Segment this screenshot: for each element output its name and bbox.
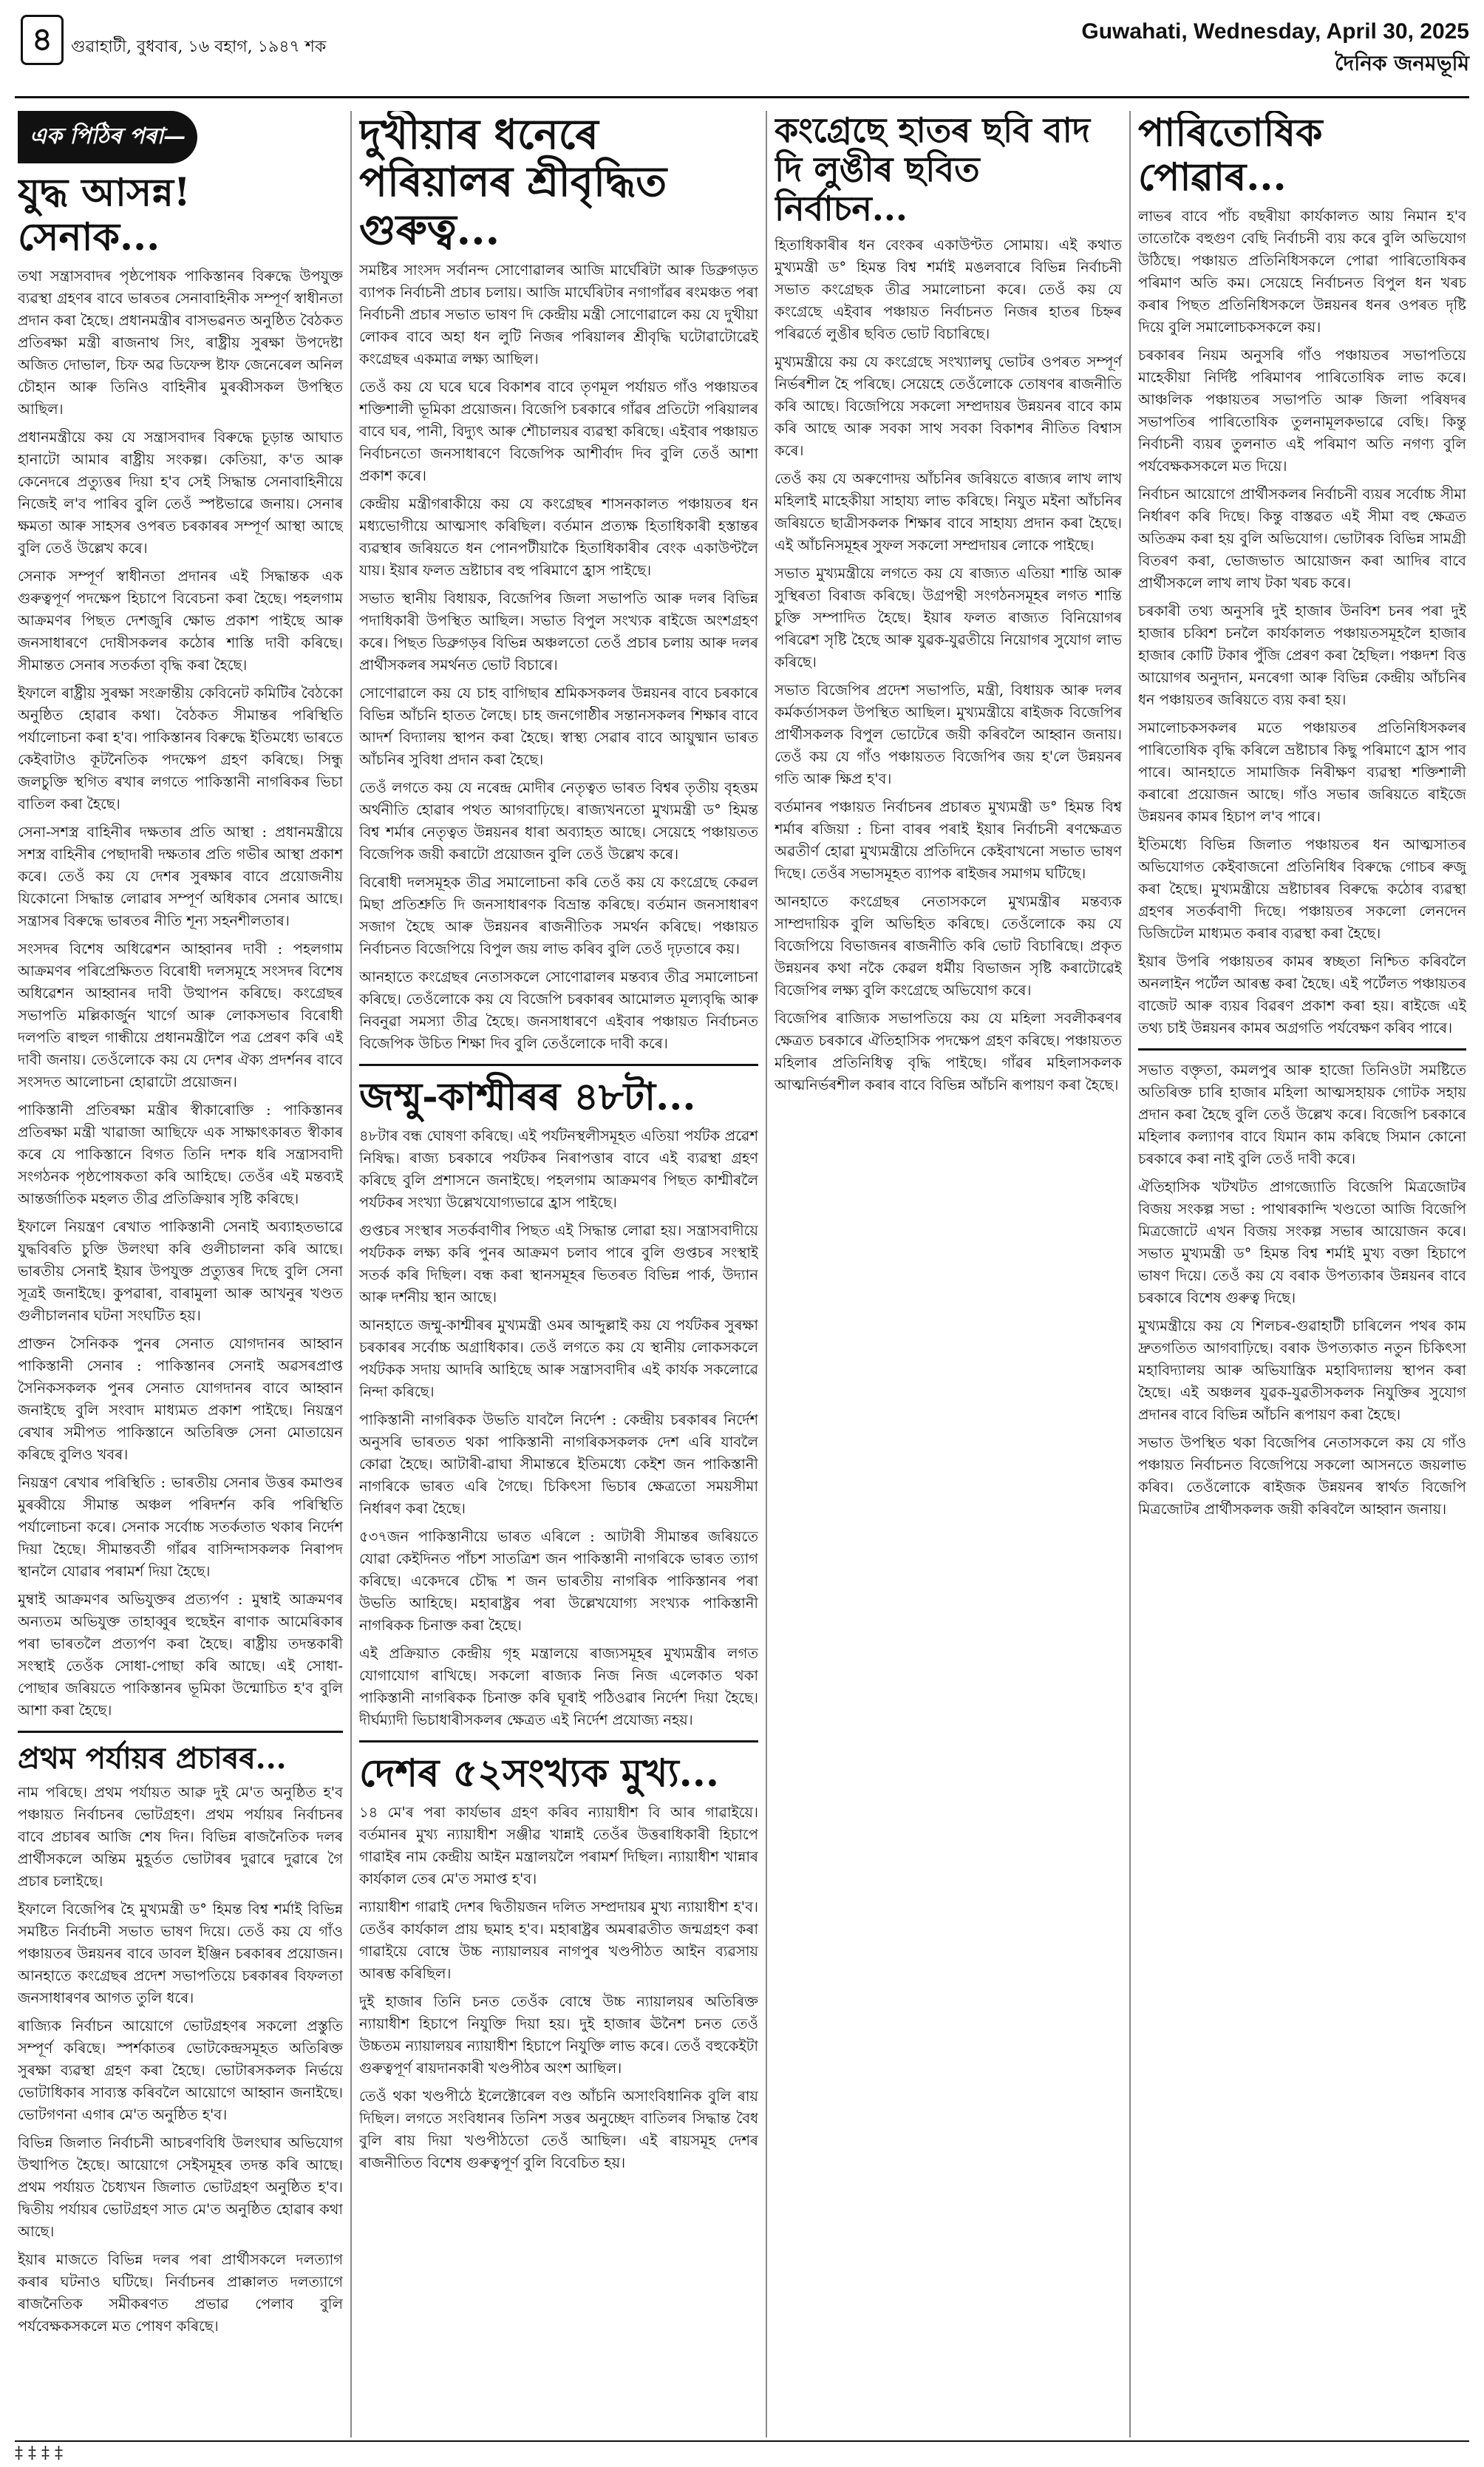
paragraph: আনহাতে কংগ্ৰেছৰ নেতাসকলে সোণোৱালৰ মন্তব্যৰ তীব্ৰ সমালোচনা কৰিছে। তেওঁলোকে কয় যে বিজেপি চৰকাৰৰ আমোলত মূল্যবৃদ্ধি আৰু নিবনুৱা সমস্যা তীব্ৰ হৈছে। জনসাধাৰণে এইবাৰ পঞ্চায়ত নিৰ্বাচনত বিজেপিক উচিত শিক্ষা দিব বুলি তেওঁলোকে দাবী কৰে। bbox=[359, 968, 758, 1053]
paragraph: মুখ্যমন্ত্ৰীয়ে কয় যে শিলচৰ-গুৱাহাটী চাৰিলেন পথৰ কাম দ্ৰুতগতিত আগবাঢ়িছে। বৰাক উপত্যকাত নতুন চিকিৎসা মহাবিদ্যালয় আৰু অভিযান্ত্ৰিক মহাবিদ্যালয় স্থাপন কৰা হৈছে। এই অঞ্চলৰ যুৱক-যুৱতীসকলক নিযুক্তিৰ সুযোগ প্ৰদানৰ বাবে বিভিন্ন আঁচনি ৰূপায়ণ কৰা হৈছে। bbox=[1138, 1317, 1466, 1423]
article-remuneration-body bbox=[1138, 206, 1466, 1039]
headline-congress-lungi: কংগ্ৰেছে হাতৰ ছবি বাদ দি লুঙীৰ ছবিত নিৰ্বাচন... bbox=[775, 111, 1090, 228]
paragraph: চৰকাৰৰ নিয়ম অনুসৰি গাঁও পঞ্চায়তৰ সভাপতিয়ে মাহেকীয়া নিৰ্দিষ্ট পৰিমাণৰ পাৰিতোষিক লাভ কৰে। আঞ্চলিক পঞ্চায়তৰ সভাপতি আৰু জিলা পৰিষদৰ সভাপতিৰ পাৰিতোষিক তুলনামূলকভাৱে বেছি। কিন্তু নিৰ্বাচনী ব্যয়ৰ তুলনাত এই পৰিমাণ অতি নগণ্য বুলি পৰ্যবেক্ষকসকলে মত দিয়ে। bbox=[1138, 346, 1466, 475]
paragraph: ৰাজ্যিক নিৰ্বাচন আয়োগে ভোটগ্ৰহণৰ সকলো প্ৰস্তুতি সম্পূৰ্ণ কৰিছে। স্পৰ্শকাতৰ ভোটকেন্দ্ৰসমূহত অতিৰিক্ত সুৰক্ষা ব্যৱস্থা গ্ৰহণ কৰা হৈছে। ভোটাৰসকলক নিৰ্ভয়ে ভোটাধিকাৰ সাব্যস্ত কৰিবলৈ আয়োগে আহ্বান জনাইছে। ভোটগণনা এগাৰ মে'ত অনুষ্ঠিত হ'ব। bbox=[18, 2017, 343, 2123]
paragraph: সভাত উপস্থিত থকা বিজেপিৰ নেতাসকলে কয় যে গাঁও পঞ্চায়ত নিৰ্বাচনত বিজেপিয়ে সকলো আসনতে জয়লাভ কৰিব। তেওঁলোকে ৰাইজক উন্নয়নৰ স্বাৰ্থত বিজেপি মিত্ৰজোটৰ প্ৰাৰ্থীসকলক জয়ী কৰিবলৈ আহ্বান জনায়। bbox=[1138, 1433, 1466, 1518]
header-right bbox=[1081, 19, 1469, 82]
paragraph: নিৰ্বাচন আয়োগে প্ৰাৰ্থীসকলৰ নিৰ্বাচনী ব্যয়ৰ সৰ্বোচ্চ সীমা নিৰ্ধাৰণ কৰি দিছে। কিন্তু বাস্তৱত এই সীমা বহু ক্ষেত্ৰত অতিক্ৰম কৰা হয় বুলি অভিযোগ। ভোটাৰক বিভিন্ন সামগ্ৰী বিতৰণ কৰা, ভোজভাত আয়োজন কৰা আদিৰ বাবে প্ৰাৰ্থীসকলে লাখ লাখ টকা খৰচ কৰে। bbox=[1138, 485, 1466, 591]
paragraph: তথা সন্ত্ৰাসবাদৰ পৃষ্ঠপোষক পাকিস্তানৰ বিৰুদ্ধে উপযুক্ত ব্যৱস্থা গ্ৰহণৰ বাবে ভাৰতৰ সেনাবাহিনীক সম্পূৰ্ণ স্বাধীনতা প্ৰদান কৰা হৈছে। প্ৰধানমন্ত্ৰীৰ বাসভৱনত অনুষ্ঠিত বৈঠকত প্ৰতিৰক্ষা মন্ত্ৰী ৰাজনাথ সিং, ৰাষ্ট্ৰীয় সুৰক্ষা উপদেষ্টা অজিত দোভাল, চিফ অৱ ডিফেন্স ষ্টাফ জেনেৰেল অনিল চৌহান আৰু তিনিও বাহিনীৰ মুৰব্বীসকল উপস্থিত আছিল। bbox=[18, 267, 343, 418]
assamese-dateline: গুৱাহাটী, বুধবাৰ, ১৬ বহাগ, ১৯৪৭ শক bbox=[71, 38, 327, 56]
paragraph: বিৰোধী দলসমূহক তীব্ৰ সমালোচনা কৰি তেওঁ কয় যে কংগ্ৰেছে কেৱল মিছা প্ৰতিশ্ৰুতি দি জনসাধাৰণক বিভ্ৰান্ত কৰিছে। বৰ্তমান জনসাধাৰণ সজাগ হৈছে আৰু উন্নয়নৰ ৰাজনীতিক সমৰ্থন কৰিছে। পঞ্চায়ত নিৰ্বাচনত বিজেপিয়ে বিপুল জয় লাভ কৰিব বুলি তেওঁ দৃঢ়তাৰে কয়। bbox=[359, 874, 758, 958]
paragraph: মুম্বাই আক্ৰমণৰ অভিযুক্তৰ প্ৰত্যৰ্পণ : মুম্বাই আক্ৰমণৰ অন্যতম অভিযুক্ত তাহাব্বুৰ হুছেইন ৰাণাক আমেৰিকাৰ পৰা ভাৰতলৈ প্ৰত্যৰ্পণ কৰা হৈছে। ৰাষ্ট্ৰীয় তদন্তকাৰী সংস্থাই তেওঁক সোধা-পোছা কৰি আছে। এই সোধা-পোছাৰ জৰিয়তে পাকিস্তানৰ ভূমিকা উন্মোচিত হ'ব বুলি আশা কৰা হৈছে। bbox=[18, 1590, 343, 1719]
headline-poor-money: দুখীয়াৰ ধনেৰে পৰিয়ালৰ শ্ৰীবৃদ্ধিত গুৰুত্ব... bbox=[359, 111, 667, 254]
paragraph: আনহাতে জম্মু-কাশ্মীৰৰ মুখ্যমন্ত্ৰী ওমৰ আব্দুল্লাই কয় যে পৰ্যটকৰ সুৰক্ষা চৰকাৰৰ সৰ্বোচ্চ অগ্ৰাধিকাৰ। তেওঁ লগতে কয় যে স্থানীয় লোকসকলে পৰ্যটকক সদায় আদৰি আহিছে আৰু সন্ত্ৰাসবাদীৰ এই কাৰ্যক সকলোৱে নিন্দা কৰিছে। bbox=[359, 1316, 758, 1400]
paragraph: চৰকাৰী তথ্য অনুসৰি দুই হাজাৰ উনবিশ চনৰ পৰা দুই হাজাৰ চব্বিশ চনলৈ কাৰ্যকালত পঞ্চায়তসমূহলৈ হাজাৰ হাজাৰ কোটি টকাৰ পুঁজি প্ৰেৰণ কৰা হৈছিল। পঞ্চদশ বিত্ত আয়োগৰ অনুদান, মনৰেগা আৰু বিভিন্ন কেন্দ্ৰীয় আঁচনিৰ ধন পঞ্চায়তৰ জৰিয়তে ব্যয় কৰা হয়। bbox=[1138, 602, 1466, 708]
column-2 bbox=[359, 111, 758, 2437]
paragraph: সোণোৱালে কয় যে চাহ বাগিছাৰ শ্ৰমিকসকলৰ উন্নয়নৰ বাবে চৰকাৰে বিভিন্ন আঁচনি হাতত লৈছে। চাহ জনগোষ্ঠীৰ সন্তানসকলৰ শিক্ষাৰ বাবে আদৰ্শ বিদ্যালয় স্থাপন কৰা হৈছে। স্বাস্থ্য সেৱাৰ বাবে আয়ুষ্মান ভাৰত আঁচনিৰ সুবিধা প্ৰদান কৰা হৈছে। bbox=[359, 685, 758, 769]
footer-rule bbox=[15, 2440, 1469, 2442]
paragraph: লাভৰ বাবে পাঁচ বছৰীয়া কাৰ্যকালত আয় নিমান হ'ব তাতোকৈ বহুগুণ বেছি নিৰ্বাচনী ব্যয় কৰে বুলি অভিযোগ উঠিছে। পঞ্চায়ত প্ৰতিনিধিসকলে পোৱা পাৰিতোষিকৰ পৰিমাণ অতি কম। সেয়েহে নিৰ্বাচনত বিপুল ধন খৰচ কৰাৰ পিছত প্ৰতিনিধিসকলে উন্নয়নৰ ধনৰ ওপৰত দৃষ্টি দিয়ে বুলি সমালোচকসকলে কয়। bbox=[1138, 207, 1466, 336]
paragraph: ইফালে ৰাষ্ট্ৰীয় সুৰক্ষা সংক্ৰান্তীয় কেবিনেট কমিটিৰ বৈঠকো অনুষ্ঠিত হোৱাৰ কথা। বৈঠকত সীমান্তৰ পৰিস্থিতি পৰ্যালোচনা কৰা হ'ব। পাকিস্তানৰ বিৰুদ্ধে ইতিমধ্যে ভাৰতে কেইবাটাও কূটনৈতিক পদক্ষেপ গ্ৰহণ কৰিছে। সিন্ধু জলচুক্তি স্থগিত ৰখাৰ লগতে পাকিস্তানী নাগৰিকৰ ভিচা বাতিল কৰা হৈছে। bbox=[18, 684, 343, 812]
article-chief-justice-body bbox=[359, 1802, 758, 2174]
paragraph: সমষ্টিৰ সাংসদ সৰ্বানন্দ সোণোৱালৰ আজি মাৰ্ঘেৰিটা আৰু ডিব্ৰুগড়ত ব্যাপক নিৰ্বাচনী প্ৰচাৰ চলায়। আজি মাৰ্ঘেৰিটাৰ নগাগাঁৱৰ ৰংমঞ্চত পৰা নিৰ্বাচনী প্ৰচাৰ সভাত ভাষণ দি কেন্দ্ৰীয় মন্ত্ৰী সোণোৱালে কয় যে দুখীয়া লোকৰ বাবে অহা ধন লুটি নিজৰ পৰিয়ালৰ শ্ৰীবৃদ্ধি ঘটোৱাটোৱেই কংগ্ৰেছৰ একমাত্ৰ লক্ষ্য আছিল। bbox=[359, 262, 758, 368]
paragraph: তেওঁ কয় যে অৰুণোদয় আঁচনিৰ জৰিয়তে ৰাজ্যৰ লাখ লাখ মহিলাই মাহেকীয়া সাহায্য লাভ কৰিছে। নিযুত মইনা আঁচনিৰ জৰিয়তে ছাত্ৰীসকলক শিক্ষাৰ বাবে সাহায্য প্ৰদান কৰা হৈছে। এই আঁচনিসমূহৰ সুফল সকলো সম্প্ৰদায়ৰ লোকে পাইছে। bbox=[775, 469, 1122, 554]
headline-campaign: প্ৰথম পৰ্যায়ৰ প্ৰচাৰৰ... bbox=[18, 1740, 287, 1776]
paragraph: ইফালে নিয়ন্ত্ৰণ ৰেখাত পাকিস্তানী সেনাই অব্যাহতভাৱে যুদ্ধবিৰতি চুক্তি উলংঘা কৰি গুলীচালনা কৰি আছে। ভাৰতীয় সেনাই ইয়াৰ উপযুক্ত প্ৰত্যুত্তৰ দিছে বুলি সেনা সূত্ৰই জনাইছে। কুপৱাৰা, বাৰামুলা আৰু আখনুৰ খণ্ডত গুলীচালনাৰ ঘটনা সংঘটিত হয়। bbox=[18, 1218, 343, 1324]
article-congress-continued bbox=[1138, 1059, 1466, 1521]
headline-remuneration: পাৰিতোষিক পোৱাৰ... bbox=[1138, 111, 1323, 200]
paragraph: সংসদৰ বিশেষ অধিৱেশন আহ্বানৰ দাবী : পহলগাম আক্ৰমণৰ পৰিপ্ৰেক্ষিতত বিৰোধী দলসমূহে সংসদৰ বিশেষ অধিৱেশন আহ্বানৰ দাবী উত্থাপন কৰিছে। কংগ্ৰেছৰ সভাপতি মল্লিকাৰ্জুন খাৰ্গে আৰু লোকসভাৰ বিৰোধী দলপতি ৰাহুল গান্ধীয়ে প্ৰধানমন্ত্ৰীলৈ পত্ৰ প্ৰেৰণ কৰি এই দাবী জনায়। তেওঁলোকে কয় যে দেশৰ ঐক্য প্ৰদৰ্শনৰ বাবে সংসদত আলোচনা হোৱাটো প্ৰয়োজন। bbox=[18, 940, 343, 1090]
paragraph: বিজেপিৰ ৰাজ্যিক সভাপতিয়ে কয় যে মহিলা সবলীকৰণৰ ক্ষেত্ৰত চৰকাৰে ঐতিহাসিক পদক্ষেপ গ্ৰহণ কৰিছে। পঞ্চায়তত মহিলাৰ প্ৰতিনিধিত্ব বৃদ্ধি পাইছে। গাঁৱৰ মহিলাসকলক আত্মনিৰ্ভৰশীল কৰাৰ বাবে বিভিন্ন আঁচনি ৰূপায়ণ কৰা হৈছে। bbox=[775, 1009, 1122, 1093]
divider bbox=[1138, 1048, 1466, 1051]
paragraph: ইয়াৰ উপৰি পঞ্চায়তৰ কামৰ স্বচ্ছতা নিশ্চিত কৰিবলৈ অনলাইন পৰ্টেল আৰম্ভ কৰা হৈছে। এই পৰ্টেলত পঞ্চায়তৰ বাজেট আৰু ব্যয়ৰ বিৱৰণ প্ৰকাশ কৰা হয়। ৰাইজে এই তথ্য চাই উন্নয়নৰ কামৰ অগ্ৰগতি পৰ্যবেক্ষণ কৰিব পাৰে। bbox=[1138, 952, 1466, 1036]
paragraph: ১৪ মে'ৰ পৰা কাৰ্যভাৰ গ্ৰহণ কৰিব ন্যায়াধীশ বি আৰ গাৱাইয়ে। বৰ্তমানৰ মুখ্য ন্যায়াধীশ সঞ্জীৱ খান্নাই তেওঁৰ উত্তৰাধিকাৰী হিচাপে গাৱাইৰ নাম কেন্দ্ৰীয় আইন মন্ত্ৰালয়লৈ পৰামৰ্শ দিছিল। ন্যায়াধীশ খান্নাৰ কাৰ্যকাল তেৰ মে'ত সমাপ্ত হ'ব। bbox=[359, 1803, 758, 1887]
paragraph: বিভিন্ন জিলাত নিৰ্বাচনী আচৰণবিধি উলংঘাৰ অভিযোগ উত্থাপিত হৈছে। আয়োগে সেইসমূহৰ তদন্ত কৰি আছে। প্ৰথম পৰ্যায়ত চৈধ্যখন জিলাত ভোটগ্ৰহণ অনুষ্ঠিত হ'ব। দ্বিতীয় পৰ্যায়ৰ ভোটগ্ৰহণ সাত মে'ত অনুষ্ঠিত হোৱাৰ কথা আছে। bbox=[18, 2134, 343, 2240]
article-congress-body bbox=[775, 234, 1122, 1096]
article-campaign-body bbox=[18, 1782, 343, 2338]
paragraph: সভাত বিজেপিৰ প্ৰদেশ সভাপতি, মন্ত্ৰী, বিধায়ক আৰু দলৰ কৰ্মকৰ্তাসকল উপস্থিত আছিল। মুখ্যমন্ত্ৰীয়ে ৰাইজক বিজেপিৰ প্ৰাৰ্থীসকলক বিপুল ভোটেৰে জয়ী কৰিবলৈ আহ্বান জনায়। তেওঁ কয় যে গাঁও পঞ্চায়তত বিজেপিৰ জয় হ'লে উন্নয়নৰ গতি আৰু ক্ষিপ্ৰ হ'ব। bbox=[775, 681, 1122, 787]
paragraph: সমালোচকসকলৰ মতে পঞ্চায়তৰ প্ৰতিনিধিসকলৰ পাৰিতোষিক বৃদ্ধি কৰিলে ভ্ৰষ্টাচাৰ কিছু পৰিমাণে হ্ৰাস পাব পাৰে। আনহাতে সামাজিক নিৰীক্ষণ ব্যৱস্থা শক্তিশালী কৰাৰো প্ৰয়োজন আছে। গাঁও সভাৰ জৰিয়তে ৰাইজে উন্নয়নৰ কামৰ হিচাপ ল'ব পাৰে। bbox=[1138, 719, 1466, 825]
divider bbox=[359, 1064, 758, 1066]
column-1 bbox=[18, 111, 343, 2437]
headline-war: যুদ্ধ আসন্ন! সেনাক... bbox=[18, 170, 191, 259]
continued-kicker: এক পিঠিৰ পৰা— bbox=[18, 111, 197, 163]
paragraph: নিয়ন্ত্ৰণ ৰেখাৰ পৰিস্থিতি : ভাৰতীয় সেনাৰ উত্তৰ কমাণ্ডৰ মুৰব্বীয়ে সীমান্ত অঞ্চল পৰিদৰ্শন কৰি পৰিস্থিতি পৰ্যালোচনা কৰে। সেনাক সৰ্বোচ্চ সতৰ্কতাত থকাৰ নিৰ্দেশ দিয়া হৈছে। সীমান্তবৰ্তী গাঁৱৰ বাসিন্দাসকলক নিৰাপদ স্থানলৈ যোৱাৰ পৰামৰ্শ দিয়া হৈছে। bbox=[18, 1473, 343, 1580]
divider bbox=[18, 1731, 343, 1733]
paragraph: সেনাক সম্পূৰ্ণ স্বাধীনতা প্ৰদানৰ এই সিদ্ধান্তক এক গুৰুত্বপূৰ্ণ পদক্ষেপ হিচাপে বিবেচনা কৰা হৈছে। পহলগাম আক্ৰমণৰ পিছত দেশজুৰি ক্ষোভ প্ৰকাশ পাইছে আৰু জনসাধাৰণে দোষীসকলৰ কঠোৰ শাস্তি দাবী কৰিছে। সীমান্তত সেনাৰ সতৰ্কতা বৃদ্ধি কৰা হৈছে। bbox=[18, 567, 343, 673]
paragraph: সভাত বক্তৃতা, কমলপুৰ আৰু হাজো তিনিওটা সমষ্টিতে অতিৰিক্ত চাৰি হাজাৰ মহিলা আত্মসহায়ক গোটক সহায় প্ৰদান কৰা হৈছে বুলি তেওঁ উল্লেখ কৰে। বিজেপি চৰকাৰে মহিলাৰ কল্যাণৰ বাবে যিমান কাম কৰিছে সিমান কোনো চৰকাৰে কৰা নাই বুলি তেওঁ দাবী কৰে। bbox=[1138, 1061, 1466, 1167]
paragraph: প্ৰধানমন্ত্ৰীয়ে কয় যে সন্ত্ৰাসবাদৰ বিৰুদ্ধে চূড়ান্ত আঘাত হানাটো আমাৰ ৰাষ্ট্ৰীয় সংকল্প। কেতিয়া, ক'ত আৰু কেনেদৰে প্ৰত্যুত্তৰ দিয়া হ'ব সেই সিদ্ধান্ত সেনাবাহিনীয়ে নিজেই ল'ব পাৰিব বুলি তেওঁ স্পষ্টভাৱে জনায়। সেনাৰ ক্ষমতা আৰু সাহসৰ ওপৰত চৰকাৰৰ সম্পূৰ্ণ আস্থা আছে বুলি তেওঁ উল্লেখ কৰে। bbox=[18, 428, 343, 557]
paragraph: তেওঁ কয় যে ঘৰে ঘৰে বিকাশৰ বাবে তৃণমূল পৰ্যায়ত গাঁও পঞ্চায়তৰ শক্তিশালী ভূমিকা প্ৰয়োজন। বিজেপি চৰকাৰে গাঁৱৰ প্ৰতিটো পৰিয়ালৰ বাবে ঘৰ, পানী, বিদ্যুৎ আৰু শৌচালয়ৰ ব্যৱস্থা কৰিছে। এইবাৰ পঞ্চায়ত নিৰ্বাচনতো জনসাধাৰণে বিজেপিক আশীৰ্বাদ দিব বুলি তেওঁ আশা প্ৰকাশ কৰে। bbox=[359, 379, 758, 485]
paragraph: তেওঁ লগতে কয় যে নৰেন্দ্ৰ মোদীৰ নেতৃত্বত ভাৰত বিশ্বৰ তৃতীয় বৃহত্তম অৰ্থনীতি হোৱাৰ পথত আগবাঢ়িছে। ৰাজ্যখনতো মুখ্যমন্ত্ৰী ড° হিমন্ত বিশ্ব শৰ্মাৰ নেতৃত্বত উন্নয়নৰ ধাৰা অব্যাহত আছে। সেয়েহে পঞ্চায়তত বিজেপিক জয়ী কৰাটো প্ৰয়োজন বুলি তেওঁ উল্লেখ কৰে। bbox=[359, 779, 758, 863]
article-kashmir-body bbox=[359, 1125, 758, 1731]
paragraph: ইয়াৰ মাজতে বিভিন্ন দলৰ পৰা প্ৰাৰ্থীসকলে দলত্যাগ কৰাৰ ঘটনাও ঘটিছে। নিৰ্বাচনৰ প্ৰাক্কালত দলত্যাগে ৰাজনৈতিক সমীকৰণত প্ৰভাৱ পেলাব বুলি পৰ্যবেক্ষকসকলে মত পোষণ কৰিছে। bbox=[18, 2250, 343, 2335]
page-number: ৪ bbox=[21, 15, 64, 65]
footer-marks: ‡ ‡ ‡ ‡ bbox=[15, 2444, 63, 2463]
paragraph: সভাত মুখ্যমন্ত্ৰীয়ে লগতে কয় যে ৰাজ্যত এতিয়া শান্তি আৰু সুস্থিৰতা বিৰাজ কৰিছে। উগ্ৰপন্থী সংগঠনসমূহৰ লগত শান্তি চুক্তি সম্পাদিত হৈছে। ইয়াৰ ফলত ৰাজ্যত বিনিয়োগৰ পৰিৱেশ সৃষ্টি হৈছে আৰু যুৱক-যুৱতীয়ে নিয়োগৰ সুযোগ লাভ কৰিছে। bbox=[775, 564, 1122, 671]
paragraph: ন্যায়াধীশ গাৱাই দেশৰ দ্বিতীয়জন দলিত সম্প্ৰদায়ৰ মুখ্য ন্যায়াধীশ হ'ব। তেওঁৰ কাৰ্যকাল প্ৰায় ছমাহ হ'ব। মহাৰাষ্ট্ৰৰ অমৰাৱতীত জন্মগ্ৰহণ কৰা গাৱাইয়ে বোম্বে উচ্চ ন্যায়ালয়ৰ নাগপুৰ খণ্ডপীঠত আইন ব্যৱসায় আৰম্ভ কৰিছিল। bbox=[359, 1898, 758, 1982]
newspaper-name: দৈনিক জনমভূমি bbox=[1335, 51, 1469, 75]
paragraph: নাম পৰিছে। প্ৰথম পৰ্যায়ত আৱু দুই মে'ত অনুষ্ঠিত হ'ব পঞ্চায়ত নিৰ্বাচনৰ ভোটগ্ৰহণ। প্ৰথম পৰ্যায়ৰ নিৰ্বাচনৰ বাবে প্ৰচাৰৰ আজি শেষ দিন। বিভিন্ন ৰাজনৈতিক দলৰ প্ৰাৰ্থীসকলে অন্তিম মুহূৰ্তত ভোটাৰৰ দুৱাৰে দুৱাৰে গৈ প্ৰচাৰ চলাইছে। bbox=[18, 1783, 343, 1890]
column-rule bbox=[1129, 111, 1131, 2437]
column-3 bbox=[775, 111, 1122, 2437]
headline-chief-justice: দেশৰ ৫২সংখ্যক মুখ্য... bbox=[359, 1750, 719, 1796]
paragraph: ইতিমধ্যে বিভিন্ন জিলাত পঞ্চায়তৰ ধন আত্মসাতৰ অভিযোগত কেইবাজনো প্ৰতিনিধিৰ বিৰুদ্ধে গোচৰ ৰুজু কৰা হৈছে। মুখ্যমন্ত্ৰীয়ে ভ্ৰষ্টাচাৰৰ বিৰুদ্ধে কঠোৰ ব্যৱস্থা গ্ৰহণৰ সতৰ্কবাণী দিছে। পঞ্চায়তৰ সকলো লেনদেন ডিজিটেল মাধ্যমত কৰাৰ ব্যৱস্থা কৰা হৈছে। bbox=[1138, 835, 1466, 942]
article-poor-money-body bbox=[359, 259, 758, 1055]
column-rule bbox=[766, 111, 767, 2437]
paragraph: পাকিস্তানী নাগৰিকক উভতি যাবলৈ নিৰ্দেশ : কেন্দ্ৰীয় চৰকাৰৰ নিৰ্দেশ অনুসৰি ভাৰতত থকা পাকিস্তানী নাগৰিকসকলক দেশ এৰি যাবলৈ কোৱা হৈছে। আটাৰী-ৱাঘা সীমান্তৰে ইতিমধ্যে কেইশ জন পাকিস্তানী নাগৰিকে ভাৰত এৰি গৈছে। চিকিৎসা ভিচাৰ ক্ষেত্ৰতো সময়সীমা নিৰ্ধাৰণ কৰা হৈছে। bbox=[359, 1411, 758, 1517]
paragraph: ঐতিহাসিক খটখটত প্ৰাগজ্যোতি বিজেপি মিত্ৰজোটৰ বিজয় সংকল্প সভা : পাথাৰকান্দি খণ্ডতো আজি বিজেপি মিত্ৰজোটে এখন বিজয় সংকল্প সভাৰ আয়োজন কৰে। সভাত মুখ্যমন্ত্ৰী ড° হিমন্ত বিশ্ব শৰ্মাই মুখ্য বক্তা হিচাপে ভাষণ দিয়ে। তেওঁ কয় যে বৰাক উপত্যকাৰ উন্নয়নৰ বাবে চৰকাৰে বিশেষ গুৰুত্ব দিছে। bbox=[1138, 1178, 1466, 1306]
paragraph: আনহাতে কংগ্ৰেছৰ নেতাসকলে মুখ্যমন্ত্ৰীৰ মন্তব্যক সাম্প্ৰদায়িক বুলি অভিহিত কৰিছে। তেওঁলোকে কয় যে বিজেপিয়ে বিভাজনৰ ৰাজনীতি কৰি ভোট বিচাৰিছে। প্ৰকৃত উন্নয়নৰ কথা নকৈ কেৱল ধৰ্মীয় বিভাজন সৃষ্টি কৰাটোৱেই বিজেপিৰ লক্ষ্য বুলি কংগ্ৰেছে অভিযোগ কৰে। bbox=[775, 892, 1122, 999]
paragraph: হিতাধিকাৰীৰ ধন বেংকৰ একাউণ্টত সোমায়। এই কথাত মুখ্যমন্ত্ৰী ড° হিমন্ত বিশ্ব শৰ্মাই মঙলবাৰে বিভিন্ন নিৰ্বাচনী সভাত কংগ্ৰেছক তীব্ৰ সমালোচনা কৰে। তেওঁ কয় যে কংগ্ৰেছে এইবাৰ পঞ্চায়ত নিৰ্বাচনত নিজৰ হাতৰ চিহ্নৰ পৰিৱৰ্তে লুঙীৰ ছবিত ভোট বিচাৰিছে। bbox=[775, 236, 1122, 342]
headline-kashmir: জম্মু-কাশ্মীৰৰ ৪৮টা... bbox=[359, 1074, 696, 1120]
paragraph: ৪৮টাৰ বন্ধ ঘোষণা কৰিছে। এই পৰ্যটনস্থলীসমূহত এতিয়া পৰ্যটক প্ৰৱেশ নিষিদ্ধ। ৰাজ্য চৰকাৰে পৰ্যটকৰ নিৰাপত্তাৰ বাবে এই ব্যৱস্থা গ্ৰহণ কৰিছে বুলি প্ৰশাসনে জনাইছে। পহলগাম আক্ৰমণৰ পিছত কাশ্মীৰলৈ পৰ্যটকৰ সংখ্যা উল্লেখযোগ্যভাৱে হ্ৰাস পাইছে। bbox=[359, 1127, 758, 1211]
english-dateline: Guwahati, Wednesday, April 30, 2025 bbox=[1081, 19, 1469, 44]
paragraph: ৫৩৭জন পাকিস্তানীয়ে ভাৰত এৰিলে : আটাৰী সীমান্তৰ জৰিয়তে যোৱা কেইদিনত পাঁচশ সাতত্ৰিশ জন পাকিস্তানী নাগৰিকে ভাৰত ত্যাগ কৰিছে। একেদৰে চৌদ্ধ শ জন ভাৰতীয় নাগৰিক পাকিস্তানৰ পৰা উভতি আহিছে। মহাৰাষ্ট্ৰৰ পৰা উল্লেখযোগ্য সংখ্যক পাকিস্তানী নাগৰিকক চিনাক্ত কৰা হৈছে। bbox=[359, 1527, 758, 1634]
paragraph: সেনা-সশস্ত্ৰ বাহিনীৰ দক্ষতাৰ প্ৰতি আস্থা : প্ৰধানমন্ত্ৰীয়ে সশস্ত্ৰ বাহিনীৰ পেছাদাৰী দক্ষতাৰ প্ৰতি গভীৰ আস্থা প্ৰকাশ কৰে। তেওঁ কয় যে দেশৰ সুৰক্ষাৰ বাবে প্ৰয়োজনীয় যিকোনো সিদ্ধান্ত লোৱাৰ সম্পূৰ্ণ অধিকাৰ সেনাৰ আছে। সন্ত্ৰাসৰ বিৰুদ্ধে ভাৰতৰ নীতি শূন্য সহনশীলতাৰ। bbox=[18, 823, 343, 929]
paragraph: তেওঁ থকা খণ্ডপীঠে ইলেক্টোৰেল বণ্ড আঁচনি অসাংবিধানিক বুলি ৰায় দিছিল। লগতে সংবিধানৰ তিনিশ সত্তৰ অনুচ্ছেদ বাতিলৰ সিদ্ধান্ত বৈধ বুলি ৰায় দিয়া খণ্ডপীঠতো তেওঁ আছিল। এই ৰায়সমূহ দেশৰ ৰাজনীতিত বিশেষ গুৰুত্বপূৰ্ণ বুলি বিবেচিত হয়। bbox=[359, 2087, 758, 2171]
masthead-rule bbox=[15, 96, 1469, 98]
divider bbox=[359, 1740, 758, 1742]
column-4 bbox=[1138, 111, 1466, 2437]
paragraph: দুই হাজাৰ তিনি চনত তেওঁক বোম্বে উচ্চ ন্যায়ালয়ৰ অতিৰিক্ত ন্যায়াধীশ হিচাপে নিযুক্তি দিয়া হয়। দুই হাজাৰ ঊনৈশ চনত তেওঁ উচ্চতম ন্যায়ালয়ৰ ন্যায়াধীশ হিচাপে নিযুক্তি লাভ কৰে। তেওঁ বহুকেইটা গুৰুত্বপূৰ্ণ ৰায়দানকাৰী খণ্ডপীঠৰ অংশ আছিল। bbox=[359, 1992, 758, 2077]
paragraph: পাকিস্তানী প্ৰতিৰক্ষা মন্ত্ৰীৰ স্বীকাৰোক্তি : পাকিস্তানৰ প্ৰতিৰক্ষা মন্ত্ৰী খাৱাজা আছিফে এক সাক্ষাৎকাৰত স্বীকাৰ কৰে যে পাকিস্তানে বিগত তিনি দশক ধৰি সন্ত্ৰাসবাদী সংগঠনক পৃষ্ঠপোষকতা কৰি আহিছে। তেওঁৰ এই মন্তব্যই আন্তৰ্জাতিক মহলত তীব্ৰ প্ৰতিক্ৰিয়াৰ সৃষ্টি কৰিছে। bbox=[18, 1101, 343, 1207]
paragraph: সভাত স্থানীয় বিধায়ক, বিজেপিৰ জিলা সভাপতি আৰু দলৰ বিভিন্ন পদাধিকাৰী উপস্থিত আছিল। সভাত বিপুল সংখ্যক ৰাইজে অংশগ্ৰহণ কৰে। পিছত ডিব্ৰুগড়ৰ বিভিন্ন অঞ্চলতো তেওঁ প্ৰচাৰ চলায় আৰু দলৰ প্ৰাৰ্থীসকলৰ সমৰ্থনত ভোট বিচাৰে। bbox=[359, 590, 758, 674]
paragraph: প্ৰাক্তন সৈনিকক পুনৰ সেনাত যোগদানৰ আহ্বান পাকিস্তানী সেনাৰ : পাকিস্তানৰ সেনাই অৱসৰপ্ৰাপ্ত সৈনিকসকলক পুনৰ সেনাত যোগদানৰ বাবে আহ্বান জনাইছে বুলি সংবাদ মাধ্যমত প্ৰকাশ পাইছে। নিয়ন্ত্ৰণ ৰেখাৰ সমীপত পাকিস্তানে অতিৰিক্ত সেনা মোতায়েন কৰিছে বুলিও খবৰ। bbox=[18, 1334, 343, 1463]
masthead bbox=[15, 7, 1469, 118]
paragraph: ইফালে বিজেপিৰ হৈ মুখ্যমন্ত্ৰী ড° হিমন্ত বিশ্ব শৰ্মাই বিভিন্ন সমষ্টিত নিৰ্বাচনী সভাত ভাষণ দিয়ে। তেওঁ কয় যে গাঁও পঞ্চায়তৰ উন্নয়নৰ বাবে ডাবল ইঞ্জিন চৰকাৰৰ প্ৰয়োজন। আনহাতে কংগ্ৰেছৰ প্ৰদেশ সভাপতিয়ে চৰকাৰৰ বিফলতা জনসাধাৰণৰ আগত তুলি ধৰে। bbox=[18, 1900, 343, 2006]
paragraph: এই প্ৰক্ৰিয়াত কেন্দ্ৰীয় গৃহ মন্ত্ৰালয়ে ৰাজ্যসমূহৰ মুখ্যমন্ত্ৰীৰ লগত যোগাযোগ ৰাখিছে। সকলো ৰাজ্যক নিজ নিজ এলেকাত থকা পাকিস্তানী নাগৰিকক চিনাক্ত কৰি ঘূৰাই পঠিওৱাৰ নিৰ্দেশ দিয়া হৈছে। দীৰ্ঘম্যাদী ভিচাধাৰীসকলৰ ক্ষেত্ৰত এই নিৰ্দেশ প্ৰযোজ্য নহয়। bbox=[359, 1644, 758, 1728]
paragraph: গুপ্তচৰ সংস্থাৰ সতৰ্কবাণীৰ পিছত এই সিদ্ধান্ত লোৱা হয়। সন্ত্ৰাসবাদীয়ে পৰ্যটকক লক্ষ্য কৰি পুনৰ আক্ৰমণ চলাব পাৰে বুলি গুপ্তচৰ সংস্থাই সতৰ্ক কৰি দিছিল। বন্ধ কৰা স্থানসমূহৰ ভিতৰত বিভিন্ন পাৰ্ক, উদ্যান আৰু দৰ্শনীয় স্থান আছে। bbox=[359, 1221, 758, 1306]
paragraph: বৰ্তমানৰ পঞ্চায়ত নিৰ্বাচনৰ প্ৰচাৰত মুখ্যমন্ত্ৰী ড° হিমন্ত বিশ্ব শৰ্মাৰ ৰজিয়া : চিনা বাৰৰ পৰাই ইয়াৰ নিৰ্বাচনী ৰণক্ষেত্ৰত অৱতীৰ্ণ হোৱা মুখ্যমন্ত্ৰীয়ে প্ৰতিদিনে কেইবাখনো সভাত ভাষণ দিছে। তেওঁৰ সভাসমূহত ব্যাপক ৰাইজৰ সমাগম ঘটিছে। bbox=[775, 798, 1122, 882]
paragraph: মুখ্যমন্ত্ৰীয়ে কয় যে কংগ্ৰেছে সংখ্যালঘু ভোটৰ ওপৰত সম্পূৰ্ণ নিৰ্ভৰশীল হৈ পৰিছে। সেয়েহে তেওঁলোকে তোষণৰ ৰাজনীতি কৰি আছে। বিজেপিয়ে সকলো সম্প্ৰদায়ৰ উন্নয়নৰ বাবে কাম কৰি আছে আৰু সবকা সাথ সবকা বিকাশৰ নীতিত বিশ্বাস কৰে। bbox=[775, 353, 1122, 459]
article-war-body bbox=[18, 265, 343, 1722]
paragraph: কেন্দ্ৰীয় মন্ত্ৰীগৰাকীয়ে কয় যে কংগ্ৰেছৰ শাসনকালত পঞ্চায়তৰ ধন মধ্যভোগীয়ে আত্মসাৎ কৰিছিল। বৰ্তমান প্ৰত্যক্ষ হিতাধিকাৰী হস্তান্তৰ ব্যৱস্থাৰ জৰিয়তে ধন পোনপটীয়াকৈ হিতাধিকাৰীৰ বেংক একাউণ্টলৈ যায়। ইয়াৰ ফলত ভ্ৰষ্টাচাৰ বহু পৰিমাণে হ্ৰাস পাইছে। bbox=[359, 495, 758, 580]
column-rule bbox=[350, 111, 352, 2437]
